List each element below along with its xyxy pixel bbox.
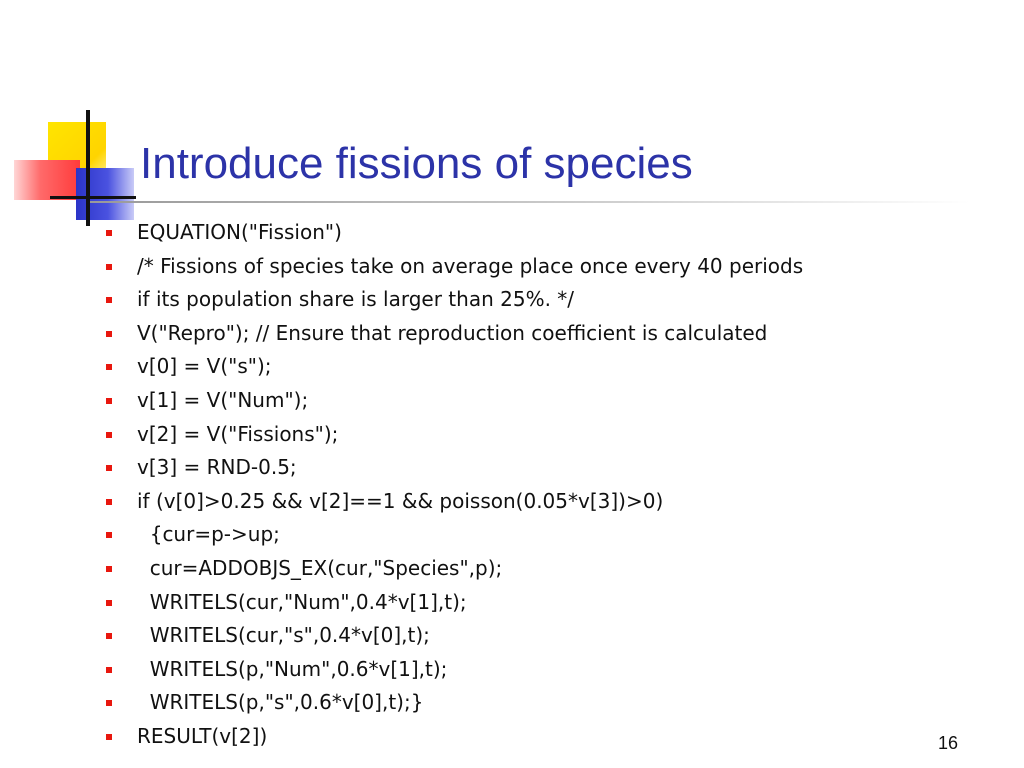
logo-blue-square — [76, 168, 134, 220]
bullet-text: v[0] = V("s"); — [137, 354, 272, 379]
bullet-text: if (v[0]>0.25 && v[2]==1 && poisson(0.05*v[3])>0) — [137, 488, 664, 513]
logo-red-bar — [14, 160, 80, 200]
bullet-marker-icon — [106, 532, 112, 538]
bullet-marker-icon — [106, 432, 112, 438]
bullet-marker-icon — [106, 398, 112, 404]
logo-vertical-line — [86, 110, 90, 226]
bullet-marker-icon — [106, 297, 112, 303]
bullet-text: /* Fissions of species take on average place once every 40 periods — [137, 253, 804, 278]
bullet-marker-icon — [106, 465, 112, 471]
bullet-marker-icon — [106, 566, 112, 572]
bullet-text: V("Repro"); // Ensure that reproduction coefficient is calculated — [137, 320, 768, 345]
slide-title: Introduce fissions of species — [140, 139, 693, 188]
bullet-marker-icon — [106, 364, 112, 370]
bullet-marker-icon — [106, 264, 112, 270]
bullet-text: if its population share is larger than 25%. */ — [137, 287, 575, 312]
bullet-marker-icon — [106, 331, 112, 337]
bullet-text: RESULT(v[2]) — [137, 723, 268, 748]
bullet-marker-icon — [106, 230, 112, 236]
bullet-text: EQUATION("Fission") — [137, 220, 342, 244]
decorative-logo — [0, 0, 180, 240]
bullet-text: WRITELS(cur,"s",0.4*v[0],t); — [137, 623, 430, 648]
page-number: 16 — [938, 733, 959, 753]
bullet-text: {cur=p->up; — [137, 522, 280, 547]
logo-horizontal-line — [50, 196, 136, 199]
title-divider — [90, 201, 970, 203]
bullet-marker-icon — [106, 600, 112, 606]
bullet-text: WRITELS(p,"Num",0.6*v[1],t); — [137, 656, 448, 681]
bullet-text: v[1] = V("Num"); — [137, 387, 309, 412]
bullet-marker-icon — [106, 499, 112, 505]
bullet-marker-icon — [106, 667, 112, 673]
bullet-text: cur=ADDOBJS_EX(cur,"Species",p); — [137, 555, 503, 580]
bullet-marker-icon — [106, 633, 112, 639]
bullet-text: v[3] = RND-0.5; — [137, 455, 297, 480]
bullet-marker-icon — [106, 734, 112, 740]
bullet-text: WRITELS(p,"s",0.6*v[0],t);} — [137, 690, 424, 715]
bullet-marker-icon — [106, 700, 112, 706]
bullet-text: v[2] = V("Fissions"); — [137, 421, 339, 446]
bullet-text: WRITELS(cur,"Num",0.4*v[1],t); — [137, 589, 467, 614]
